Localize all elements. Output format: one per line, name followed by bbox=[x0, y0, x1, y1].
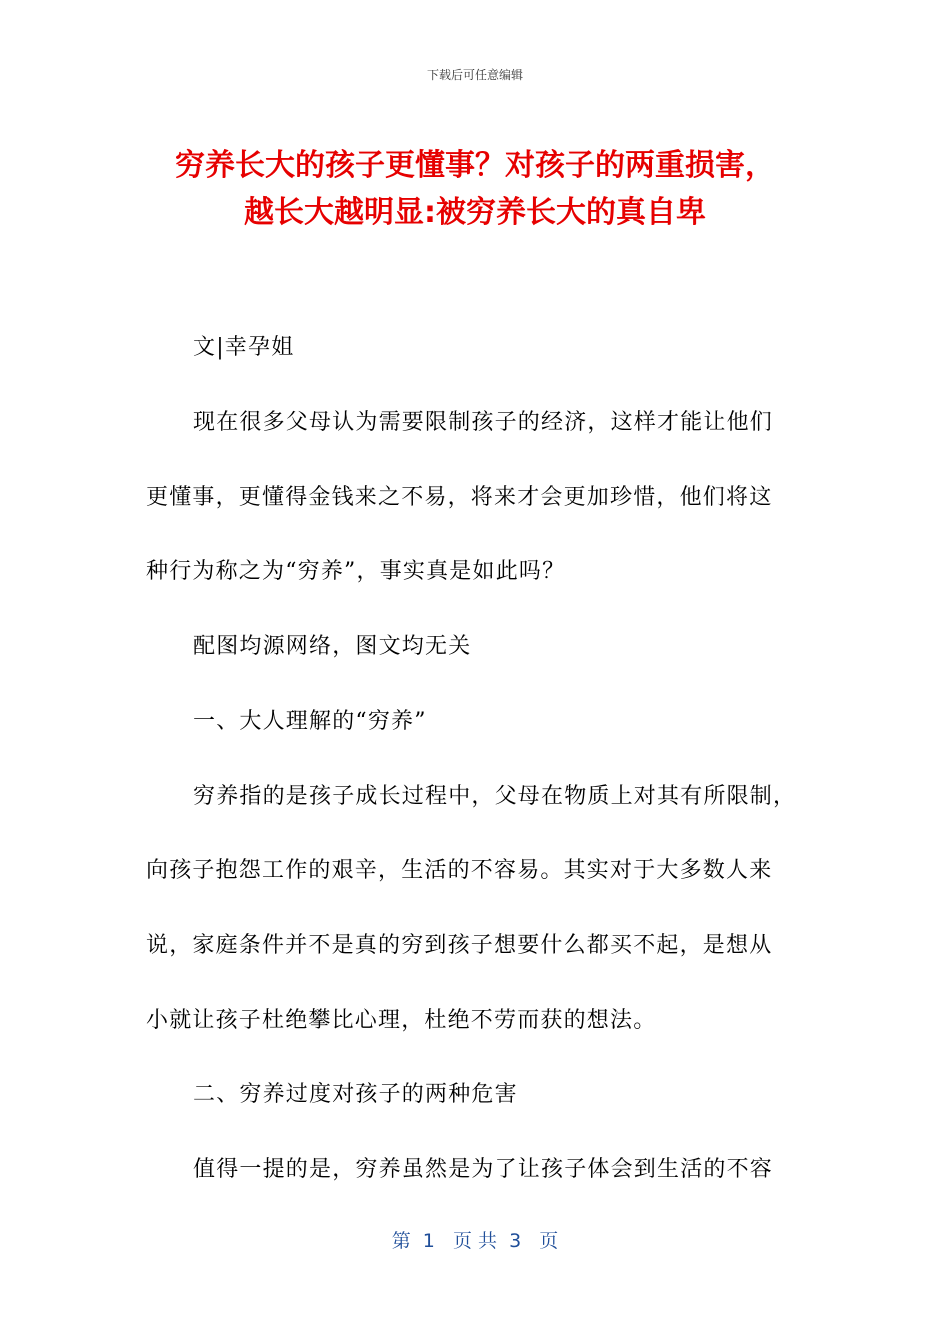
page-number-footer: 第 1 页 共 3 页 bbox=[391, 1230, 559, 1252]
section-heading-1: 一、大人理解的“穷养” bbox=[193, 709, 427, 734]
paragraph-line: 种行为称之为“穷养”，事实真是如此吗？ bbox=[146, 559, 566, 584]
section-heading-2: 二、穷养过度对孩子的两种危害 bbox=[193, 1082, 518, 1107]
paragraph-line: 更懂事，更懂得金钱来之不易，将来才会更加珍惜，他们将这 bbox=[146, 485, 773, 510]
title-line-2: 越长大越明显:被穷养长大的真自卑 bbox=[244, 195, 706, 230]
author-line: 文|幸孕姐 bbox=[193, 335, 295, 360]
paragraph-line: 向孩子抱怨工作的艰辛，生活的不容易。其实对于大多数人来 bbox=[146, 858, 773, 883]
image-note-line: 配图均源网络，图文均无关 bbox=[193, 634, 472, 659]
paragraph-line: 小就让孩子杜绝攀比心理，杜绝不劳而获的想法。 bbox=[146, 1008, 657, 1033]
header-note: 下载后可任意编辑 bbox=[426, 68, 523, 82]
title-line-1: 穷养长大的孩子更懂事？对孩子的两重损害， bbox=[175, 148, 775, 183]
paragraph-line: 穷养指的是孩子成长过程中，父母在物质上对其有所限制， bbox=[193, 784, 797, 809]
document-title bbox=[100, 142, 850, 236]
paragraph-line: 现在很多父母认为需要限制孩子的经济，这样才能让他们 bbox=[193, 410, 774, 435]
paragraph-line: 说，家庭条件并不是真的穷到孩子想要什么都买不起，是想从 bbox=[146, 933, 773, 958]
paragraph-line: 值得一提的是，穷养虽然是为了让孩子体会到生活的不容 bbox=[193, 1157, 774, 1182]
